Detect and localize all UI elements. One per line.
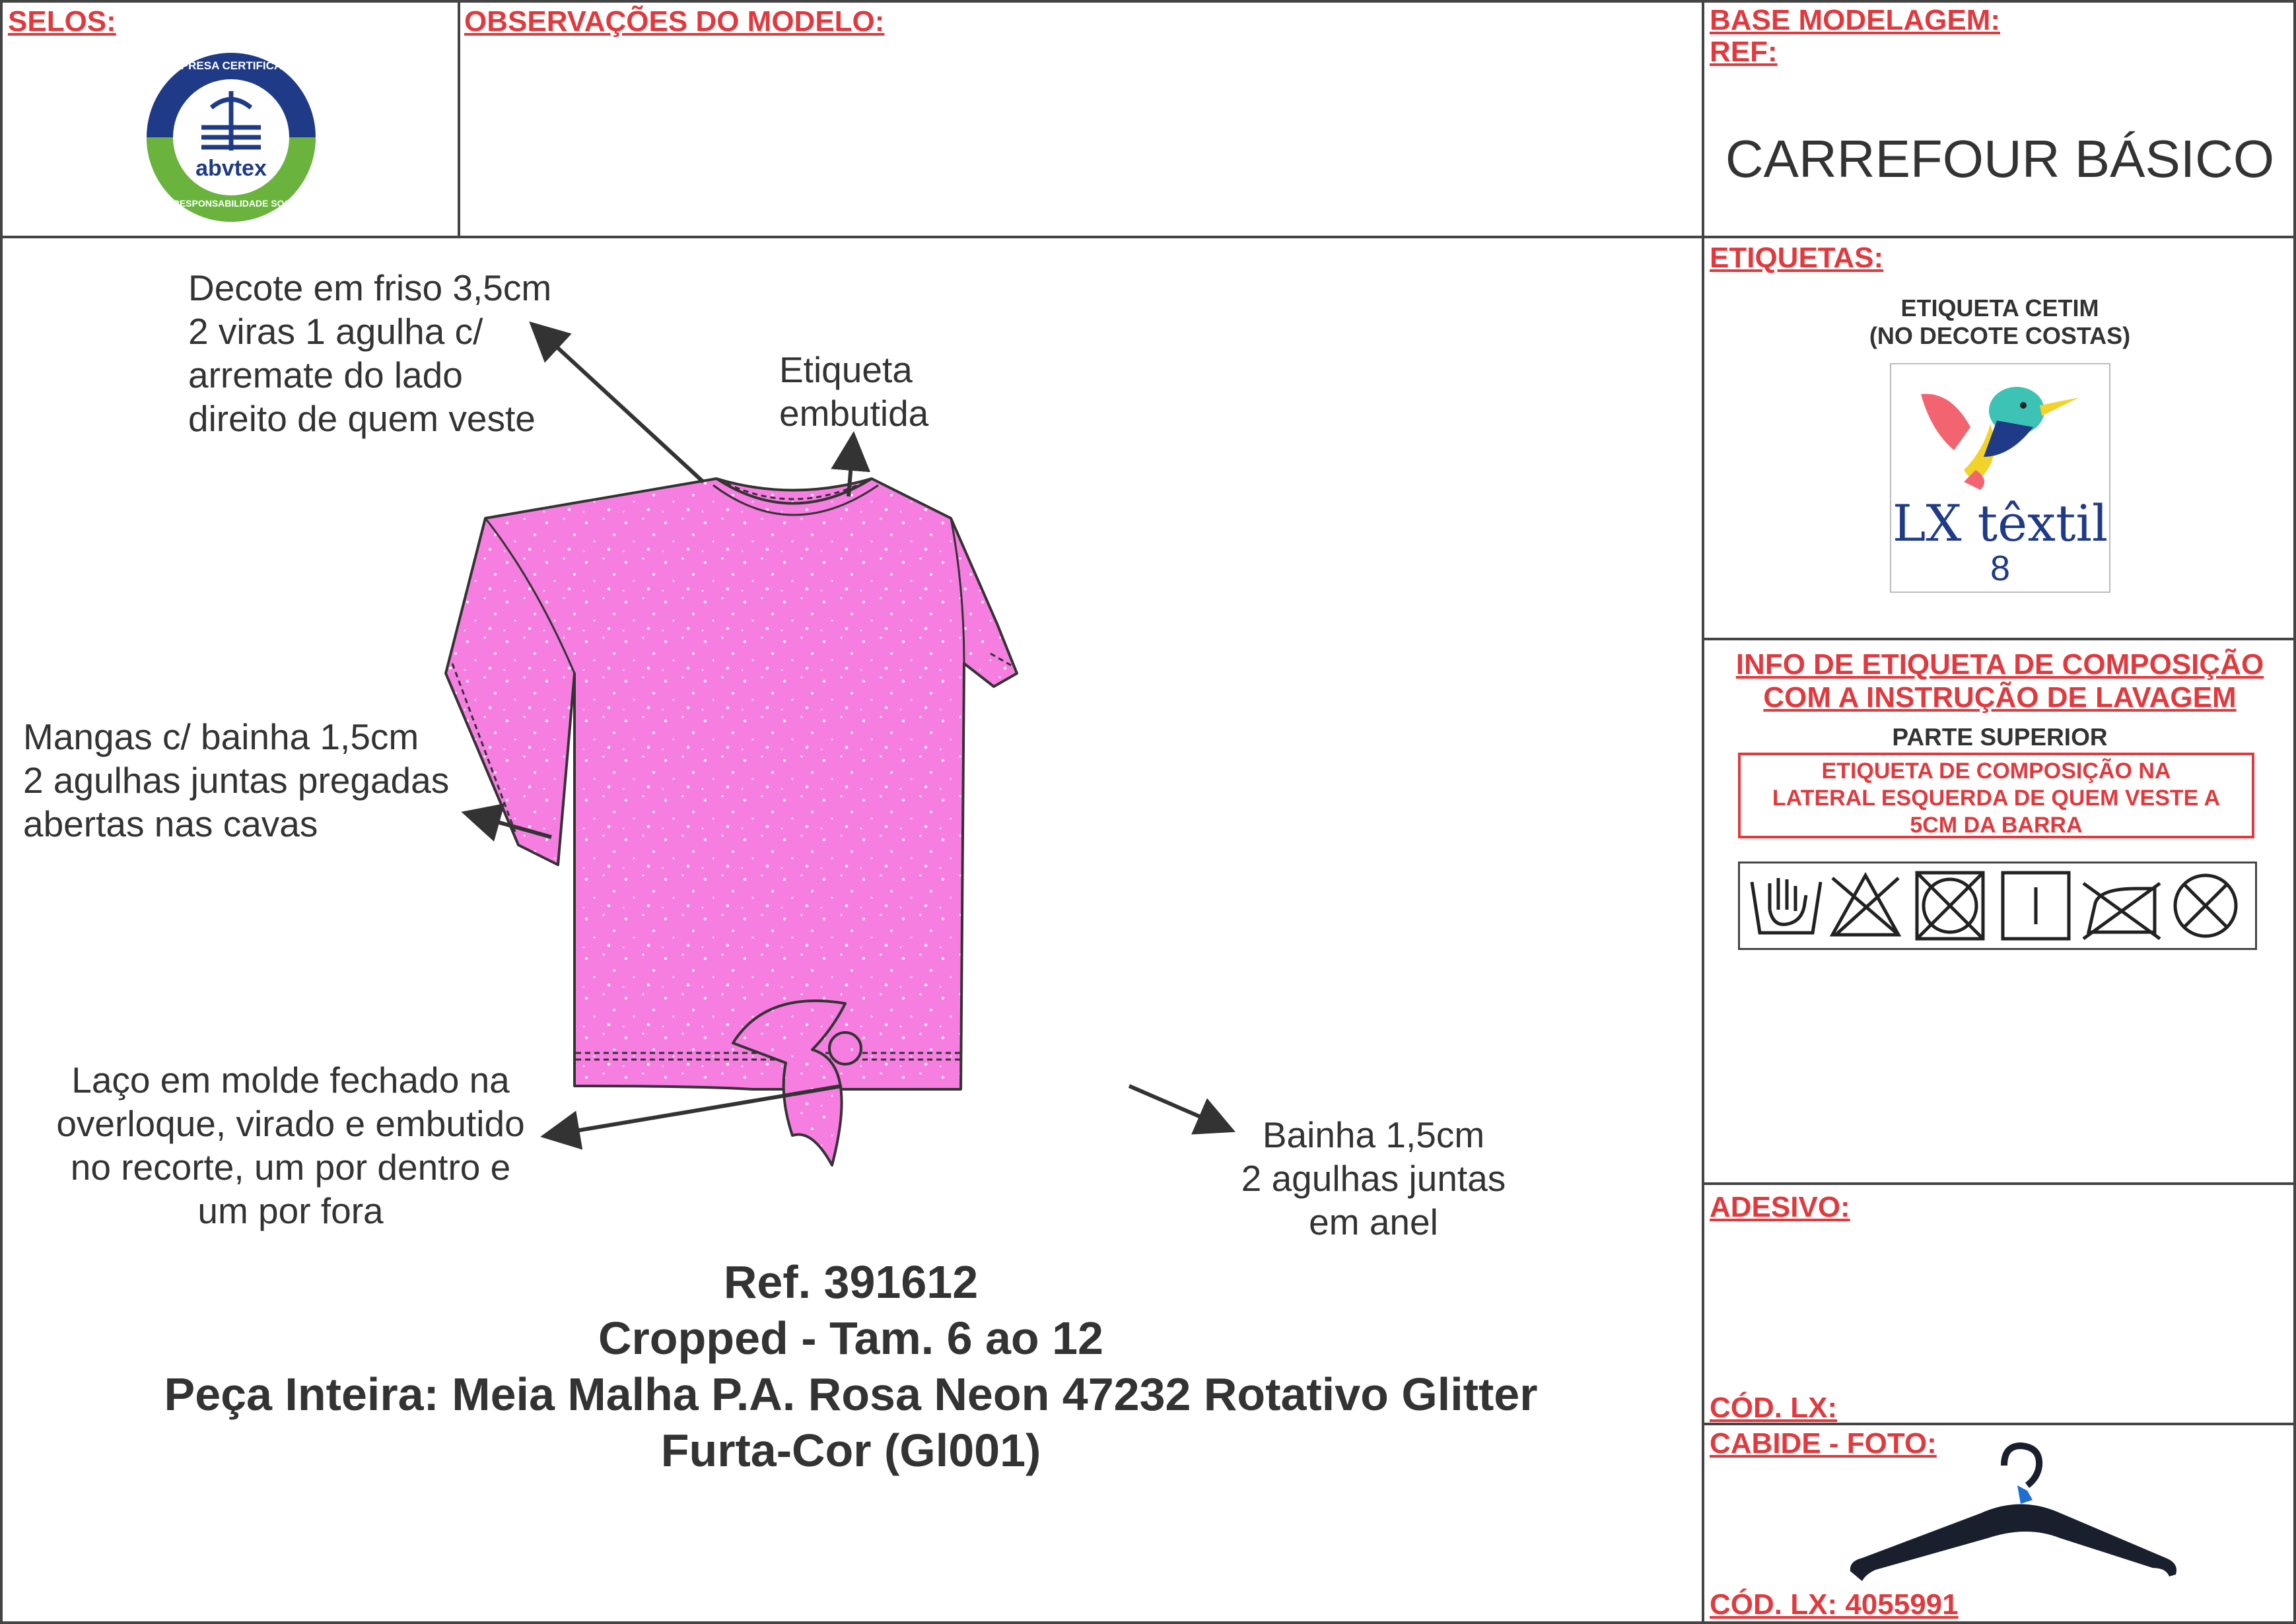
hanger-image <box>1842 1439 2186 1604</box>
composition-box <box>1738 753 2254 838</box>
arrow-laco <box>548 1086 842 1135</box>
annotation-bainha <box>1215 1113 1532 1244</box>
hummingbird-icon <box>1891 364 2109 496</box>
line-dry-icon <box>2003 873 2069 939</box>
annotation-mangas <box>23 715 449 846</box>
arrow-etiqueta <box>849 439 853 496</box>
laco-line3: no recorte, um por dentro e <box>70 1147 511 1188</box>
seal-top-text: EMPRESA CERTIFICADA <box>164 59 298 72</box>
no-iron-icon <box>2083 883 2160 939</box>
border-bottom <box>0 1621 2296 1624</box>
etiqueta-brand: LX têxtil <box>1892 494 2108 553</box>
bainha-line3: em anel <box>1309 1201 1438 1242</box>
etiqueta-cetim-tag <box>1890 363 2110 593</box>
decote-line1: Decote em friso 3,5cm <box>188 267 552 308</box>
annotation-etiqueta <box>779 348 928 435</box>
info-composicao-line1: INFO DE ETIQUETA DE COMPOSIÇÃO <box>1735 648 2264 681</box>
mangas-line1: Mangas c/ bainha 1,5cm <box>23 716 419 757</box>
composition-box-line3: 5CM DA BARRA <box>1910 813 2083 838</box>
etiqueta-line2: embutida <box>779 393 929 434</box>
selos-label: SELOS: <box>8 5 116 38</box>
bainha-line1: Bainha 1,5cm <box>1262 1114 1485 1155</box>
annotation-decote <box>188 266 551 440</box>
decote-line2: 2 viras 1 agulha c/ <box>188 311 483 352</box>
etiqueta-cetim-title <box>1705 294 2295 350</box>
no-tumble-dry-icon <box>1917 873 1983 939</box>
seal-bottom-text: EM RESPONSABILIDADE SOCIAL <box>156 198 306 209</box>
mangas-line3: abertas nas cavas <box>23 803 318 844</box>
hand-wash-icon <box>1752 878 1821 933</box>
divider-right-column <box>1702 0 1704 1624</box>
composition-box-line2: LATERAL ESQUERDA DE QUEM VESTE A <box>1772 786 2221 811</box>
laco-line4: um por fora <box>197 1190 384 1231</box>
mangas-line2: 2 agulhas juntas pregadas <box>23 760 450 801</box>
decote-line4: direito de quem veste <box>188 398 536 439</box>
parte-superior-label: PARTE SUPERIOR <box>1892 724 2108 751</box>
base-modelagem-label: BASE MODELAGEM: <box>1710 4 2000 36</box>
etiquetas-label: ETIQUETAS: <box>1710 242 1884 274</box>
arrow-bainha <box>1129 1086 1228 1129</box>
cod-lx-hanger-label: CÓD. LX: 4055991 <box>1710 1588 1959 1621</box>
etiqueta-size: 8 <box>1990 549 2011 588</box>
seal-brand: abvtex <box>195 156 267 181</box>
border-top <box>0 0 2296 3</box>
adesivo-label: ADESIVO: <box>1710 1191 1850 1223</box>
product-description <box>0 1254 1702 1479</box>
etiqueta-title-line1: ETIQUETA CETIM <box>1900 294 2099 321</box>
info-composicao-line2: COM A INSTRUÇÃO DE LAVAGEM <box>1763 681 2237 714</box>
laco-line2: overloque, virado e embutido <box>56 1103 525 1144</box>
decote-line3: arremate do lado <box>188 355 463 395</box>
product-fabric-line2: Furta-Cor (Gl001) <box>660 1425 1041 1476</box>
product-fabric-line1: Peça Inteira: Meia Malha P.A. Rosa Neon 47232 Rotativo Glitter <box>164 1369 1538 1420</box>
ref-label: REF: <box>1710 36 1778 68</box>
no-bleach-icon <box>1832 875 1898 935</box>
composition-box-line1: ETIQUETA DE COMPOSIÇÃO NA <box>1821 759 2171 784</box>
etiqueta-line1: Etiqueta <box>779 349 913 390</box>
arrow-decote <box>535 327 703 482</box>
laco-line1: Laço em molde fechado na <box>71 1060 510 1100</box>
divider-etiquetas <box>1702 638 2296 640</box>
bainha-line2: 2 agulhas juntas <box>1241 1158 1506 1199</box>
cabide-foto-label: CABIDE - FOTO: <box>1710 1427 1937 1460</box>
divider-selos <box>458 0 460 238</box>
abvtex-seal <box>145 51 317 223</box>
no-dry-clean-icon <box>2175 875 2236 936</box>
etiqueta-title-line2: (NO DECOTE COSTAS) <box>1869 322 2131 349</box>
product-ref: Ref. 391612 <box>723 1256 979 1308</box>
observacoes-label: OBSERVAÇÕES DO MODELO: <box>464 5 885 38</box>
divider-adesivo <box>1702 1182 2296 1185</box>
border-right <box>2293 0 2296 1624</box>
product-name: Cropped - Tam. 6 ao 12 <box>598 1312 1103 1364</box>
base-modelagem-value: CARREFOUR BÁSICO <box>1725 129 2275 188</box>
care-icons-box <box>1738 862 2257 950</box>
cod-lx-label: CÓD. LX: <box>1710 1392 1838 1424</box>
annotation-laco <box>26 1058 555 1233</box>
arrow-mangas <box>469 814 551 837</box>
